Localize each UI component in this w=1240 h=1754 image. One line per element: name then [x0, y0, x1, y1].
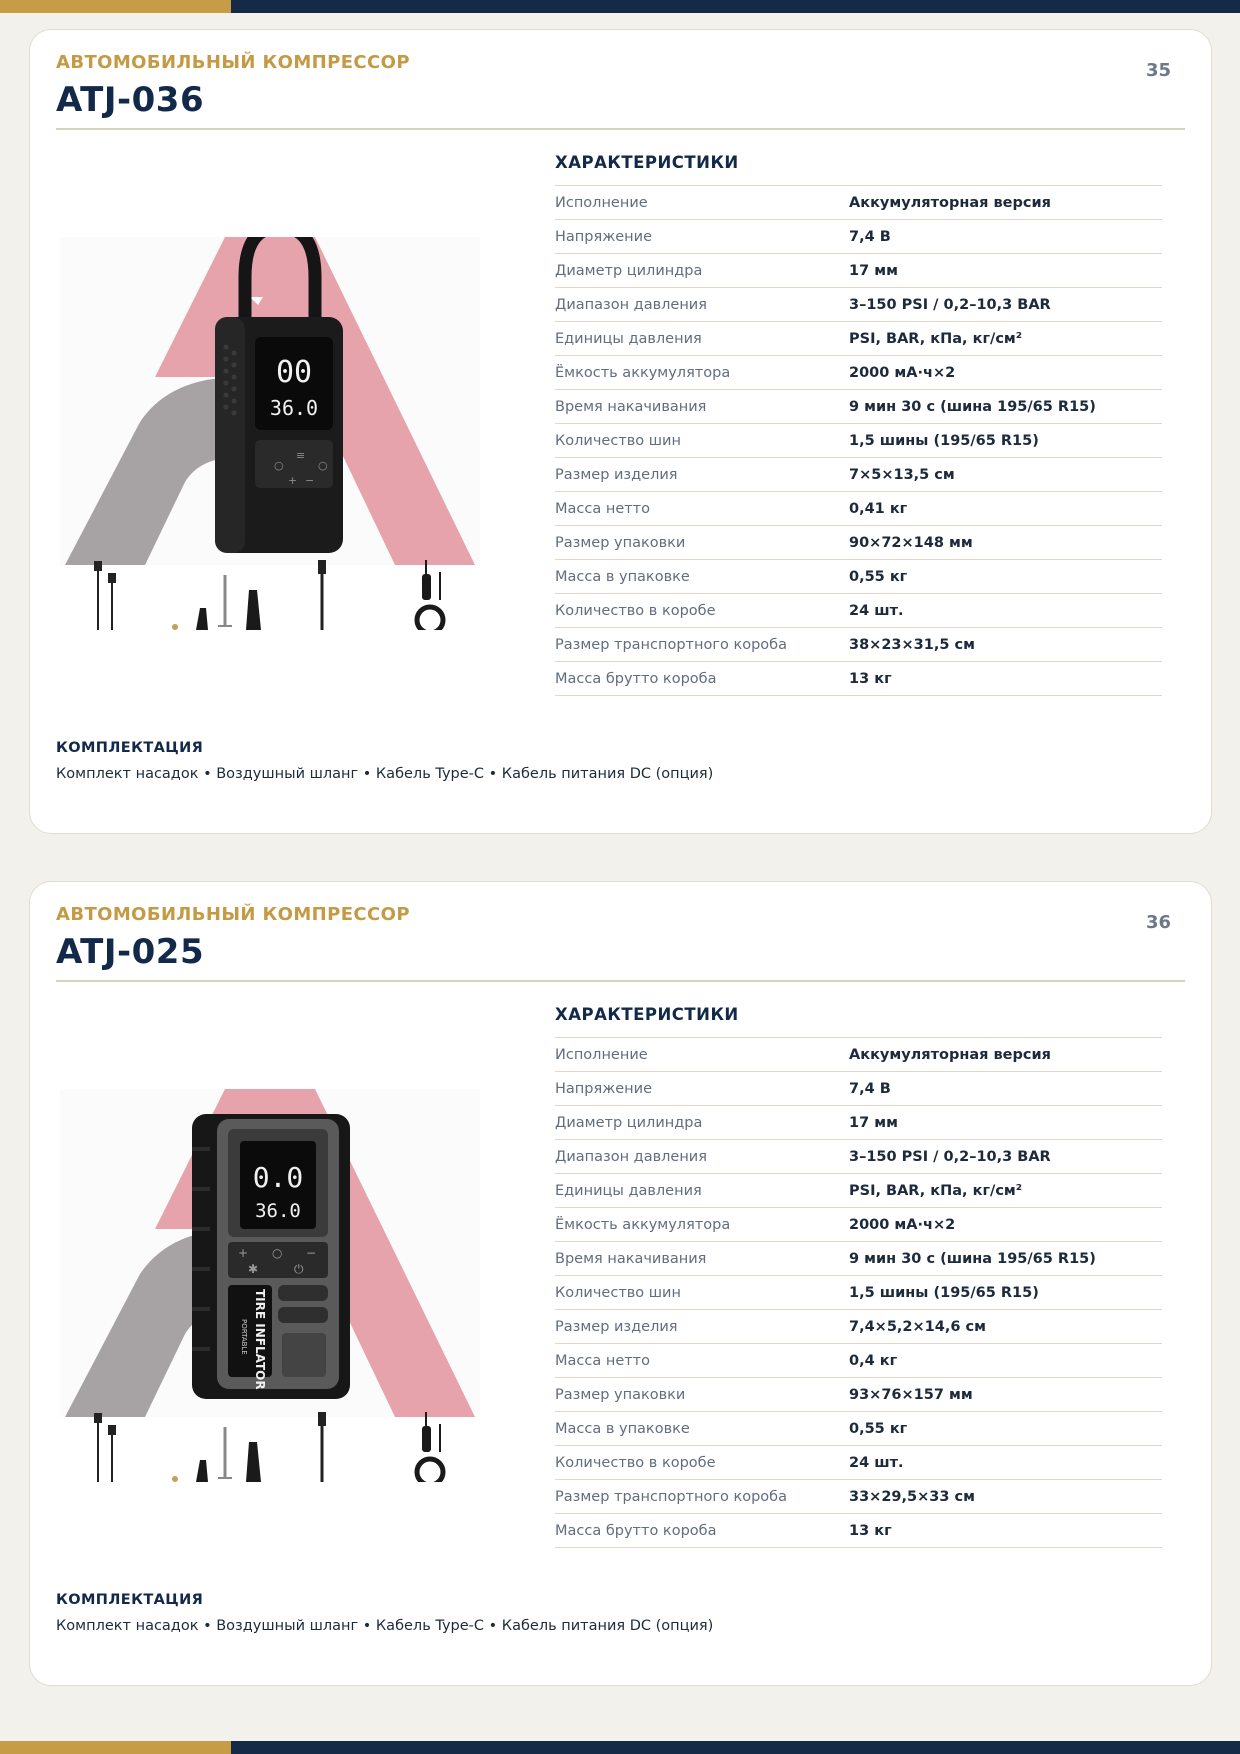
specs-heading: ХАРАКТЕРИСТИКИ	[555, 1005, 739, 1024]
accessories-illustration	[60, 1412, 480, 1482]
product-illustration	[60, 1089, 480, 1417]
accent-navy-bar	[231, 1741, 1240, 1754]
spec-value: 9 мин 30 с (шина 195/65 R15)	[849, 390, 1162, 424]
spec-row	[555, 628, 1162, 662]
spec-row	[555, 1140, 1162, 1174]
device-sublabel: PORTABLE	[240, 1319, 248, 1355]
accent-navy-bar	[231, 0, 1240, 13]
accessories-illustration	[60, 560, 480, 630]
spec-label: Размер транспортного короба	[555, 628, 849, 662]
spec-label: Количество шин	[555, 1276, 849, 1310]
spec-value: 0,4 кг	[849, 1344, 1162, 1378]
spec-row	[555, 1038, 1162, 1072]
spec-label: Напряжение	[555, 220, 849, 254]
product-category: АВТОМОБИЛЬНЫЙ КОМПРЕССОР	[56, 904, 410, 925]
spec-label: Размер изделия	[555, 458, 849, 492]
svg-text:+: +	[288, 474, 298, 487]
spec-label: Масса нетто	[555, 492, 849, 526]
needle-adapter-icon	[218, 575, 232, 626]
header-divider	[56, 128, 1185, 130]
spec-value: 7,4 В	[849, 220, 1162, 254]
spec-row	[555, 1174, 1162, 1208]
logo-gray-shape	[65, 377, 240, 565]
accessories-photo	[60, 560, 480, 630]
compressor-device	[192, 1114, 350, 1399]
svg-text:+: +	[238, 1246, 249, 1260]
spec-value: 3–150 PSI / 0,2–10,3 BAR	[849, 288, 1162, 322]
spec-label: Диапазон давления	[555, 288, 849, 322]
spec-label: Время накачивания	[555, 1242, 849, 1276]
spec-value: 38×23×31,5 см	[849, 628, 1162, 662]
spec-value: Аккумуляторная версия	[849, 186, 1162, 220]
nozzle-icon	[196, 608, 208, 630]
spec-row	[555, 186, 1162, 220]
spec-label: Диаметр цилиндра	[555, 1106, 849, 1140]
cone-nozzle-icon	[246, 1442, 261, 1482]
needle-adapter-icon	[218, 1427, 232, 1478]
spec-row	[555, 220, 1162, 254]
cone-nozzle-icon	[246, 590, 261, 630]
valve-adapter-icon	[172, 624, 178, 630]
spec-label: Масса брутто короба	[555, 662, 849, 696]
svg-text:○: ○	[272, 1246, 283, 1260]
product-model: ATJ-036	[56, 80, 205, 120]
spec-row	[555, 288, 1162, 322]
spec-row	[555, 1242, 1162, 1276]
display-reading-top: 0.0	[252, 1161, 304, 1194]
spec-value: 24 шт.	[849, 594, 1162, 628]
product-category: АВТОМОБИЛЬНЫЙ КОМПРЕССОР	[56, 52, 410, 73]
product-model: ATJ-025	[56, 932, 205, 972]
spec-row	[555, 662, 1162, 696]
spec-value: 3–150 PSI / 0,2–10,3 BAR	[849, 1140, 1162, 1174]
product-card	[29, 881, 1212, 1686]
type-c-cable-icon	[95, 562, 115, 630]
specs-table	[555, 185, 1162, 696]
spec-value: 1,5 шины (195/65 R15)	[849, 424, 1162, 458]
spec-row	[555, 1514, 1162, 1548]
spec-value: 17 мм	[849, 254, 1162, 288]
spec-value: 2000 мА·ч×2	[849, 1208, 1162, 1242]
kit-heading: КОМПЛЕКТАЦИЯ	[56, 1592, 204, 1608]
type-c-cable-icon	[95, 1414, 115, 1482]
spec-value: 0,41 кг	[849, 492, 1162, 526]
specs-table	[555, 1037, 1162, 1548]
display-reading-top: 00	[275, 355, 313, 390]
spec-value: 17 мм	[849, 1106, 1162, 1140]
spec-row	[555, 1106, 1162, 1140]
spec-label: Ёмкость аккумулятора	[555, 356, 849, 390]
svg-text:−: −	[305, 474, 315, 487]
spec-label: Масса брутто короба	[555, 1514, 849, 1548]
svg-text:✱: ✱	[248, 1262, 259, 1276]
product-card	[29, 29, 1212, 834]
air-hose-icon	[318, 1412, 326, 1482]
spec-row	[555, 1072, 1162, 1106]
spec-value: 13 кг	[849, 1514, 1162, 1548]
spec-label: Размер упаковки	[555, 526, 849, 560]
svg-text:≡: ≡	[296, 449, 306, 462]
spec-label: Диаметр цилиндра	[555, 254, 849, 288]
spec-value: 90×72×148 мм	[849, 526, 1162, 560]
spec-row	[555, 390, 1162, 424]
spec-value: PSI, BAR, кПа, кг/см²	[849, 322, 1162, 356]
spec-label: Количество шин	[555, 424, 849, 458]
top-accent-strip	[0, 0, 1240, 13]
spec-value: 2000 мА·ч×2	[849, 356, 1162, 390]
spec-row	[555, 356, 1162, 390]
kit-heading: КОМПЛЕКТАЦИЯ	[56, 740, 204, 756]
dc-power-cable-icon	[417, 560, 443, 630]
spec-label: Количество в коробе	[555, 594, 849, 628]
spec-label: Диапазон давления	[555, 1140, 849, 1174]
spec-label: Масса в упаковке	[555, 560, 849, 594]
spec-label: Масса нетто	[555, 1344, 849, 1378]
svg-text:○: ○	[274, 459, 284, 472]
spec-row	[555, 322, 1162, 356]
spec-value: 0,55 кг	[849, 560, 1162, 594]
spec-row	[555, 1310, 1162, 1344]
spec-value: Аккумуляторная версия	[849, 1038, 1162, 1072]
kit-contents: Комплект насадок • Воздушный шланг • Кабель Type-C • Кабель питания DC (опция)	[56, 766, 714, 782]
spec-value: 7,4×5,2×14,6 см	[849, 1310, 1162, 1344]
specs-heading: ХАРАКТЕРИСТИКИ	[555, 153, 739, 172]
spec-row	[555, 458, 1162, 492]
spec-row	[555, 1208, 1162, 1242]
spec-row	[555, 1446, 1162, 1480]
spec-value: 24 шт.	[849, 1446, 1162, 1480]
spec-row	[555, 492, 1162, 526]
svg-text:⏻: ⏻	[294, 1262, 304, 1276]
spec-value: 33×29,5×33 см	[849, 1480, 1162, 1514]
spec-value: 13 кг	[849, 662, 1162, 696]
spec-label: Исполнение	[555, 1038, 849, 1072]
spec-label: Размер изделия	[555, 1310, 849, 1344]
spec-row	[555, 1412, 1162, 1446]
spec-row	[555, 560, 1162, 594]
spec-value: 93×76×157 мм	[849, 1378, 1162, 1412]
spec-label: Напряжение	[555, 1072, 849, 1106]
spec-label: Единицы давления	[555, 1174, 849, 1208]
spec-label: Масса в упаковке	[555, 1412, 849, 1446]
air-hose-icon	[318, 560, 326, 630]
spec-label: Исполнение	[555, 186, 849, 220]
spec-row	[555, 1344, 1162, 1378]
display-reading-bottom: 36.0	[255, 1200, 301, 1222]
product-illustration	[60, 237, 480, 565]
spec-label: Единицы давления	[555, 322, 849, 356]
display-reading-bottom: 36.0	[269, 396, 319, 420]
page-number: 35	[1145, 60, 1171, 81]
accessories-photo	[60, 1412, 480, 1482]
spec-value: 7,4 В	[849, 1072, 1162, 1106]
valve-adapter-icon	[172, 1476, 178, 1482]
page-number: 36	[1145, 912, 1171, 933]
spec-label: Ёмкость аккумулятора	[555, 1208, 849, 1242]
bottom-accent-strip	[0, 1741, 1240, 1754]
svg-text:○: ○	[318, 459, 328, 472]
spec-row	[555, 526, 1162, 560]
accent-gold-bar	[0, 1741, 231, 1754]
spec-row	[555, 424, 1162, 458]
spec-label: Размер транспортного короба	[555, 1480, 849, 1514]
spec-value: 1,5 шины (195/65 R15)	[849, 1276, 1162, 1310]
spec-value: 7×5×13,5 см	[849, 458, 1162, 492]
spec-value: 9 мин 30 с (шина 195/65 R15)	[849, 1242, 1162, 1276]
spec-row	[555, 1276, 1162, 1310]
header-divider	[56, 980, 1185, 982]
spec-row	[555, 594, 1162, 628]
spec-value: 0,55 кг	[849, 1412, 1162, 1446]
nozzle-icon	[196, 1460, 208, 1482]
spec-label: Время накачивания	[555, 390, 849, 424]
spec-label: Размер упаковки	[555, 1378, 849, 1412]
svg-text:−: −	[306, 1246, 317, 1260]
spec-row	[555, 1480, 1162, 1514]
dc-power-cable-icon	[417, 1412, 443, 1482]
kit-contents: Комплект насадок • Воздушный шланг • Кабель Type-C • Кабель питания DC (опция)	[56, 1618, 714, 1634]
product-photo	[60, 237, 480, 565]
spec-row	[555, 1378, 1162, 1412]
spec-row	[555, 254, 1162, 288]
spec-value: PSI, BAR, кПа, кг/см²	[849, 1174, 1162, 1208]
product-photo	[60, 1089, 480, 1417]
accent-gold-bar	[0, 0, 231, 13]
device-label: TIRE INFLATOR	[253, 1289, 267, 1390]
spec-label: Количество в коробе	[555, 1446, 849, 1480]
